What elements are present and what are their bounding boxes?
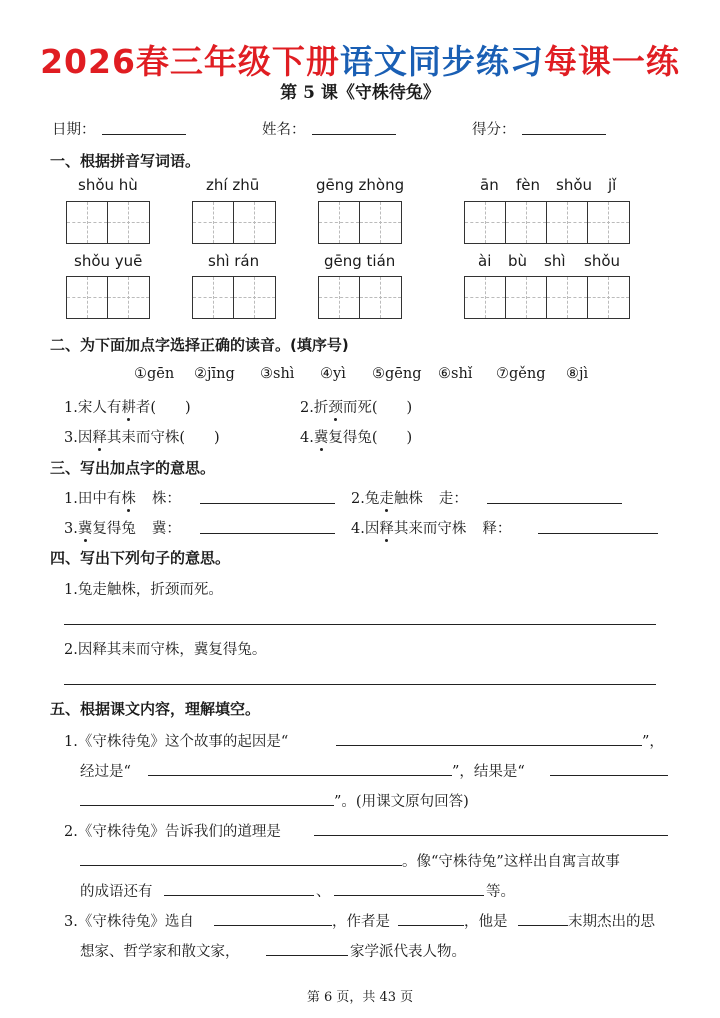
pinyin-label: gēng zhòng xyxy=(316,176,405,194)
answer-blank[interactable] xyxy=(80,805,334,806)
answer-blank[interactable] xyxy=(80,865,402,866)
meaning-question-4: 4.因释其来而守株 释： xyxy=(351,517,511,538)
score-blank[interactable] xyxy=(522,134,606,135)
pinyin-label: ān xyxy=(480,176,499,194)
reading-question-3: 3.因释其耒而守株( ) xyxy=(64,426,220,447)
meaning-question-1: 1.田中有株 株： xyxy=(64,487,181,508)
pinyin-label: shì xyxy=(544,252,566,270)
title-subject: 语文同步练习 xyxy=(339,42,544,81)
answer-blank[interactable] xyxy=(538,533,658,534)
answer-blank[interactable] xyxy=(164,895,314,896)
reading-option: ⑧jì xyxy=(566,366,589,382)
fill-text: 家学派代表人物。 xyxy=(350,944,466,960)
reading-question-1: 1.宋人有耕者( ) xyxy=(64,396,191,417)
answer-blank[interactable] xyxy=(200,503,335,504)
answer-blank[interactable] xyxy=(314,835,668,836)
fill-text: 想家、哲学家和散文家， xyxy=(80,944,240,960)
fill-text: 等。 xyxy=(486,884,515,900)
fill-text: 经过是“ xyxy=(80,764,131,780)
meaning-question-2: 2.兔走触株 走： xyxy=(351,487,468,508)
date-blank[interactable] xyxy=(102,134,186,135)
pinyin-label: zhí zhū xyxy=(206,176,260,194)
writing-grid[interactable] xyxy=(464,201,630,244)
meaning-question-3: 3.冀复得兔 冀： xyxy=(64,517,181,538)
sentence-question-1: 1.兔走触株，折颈而死。 xyxy=(64,582,223,598)
answer-blank[interactable] xyxy=(200,533,335,534)
writing-grid[interactable] xyxy=(192,201,276,244)
pinyin-label: gēng tián xyxy=(324,252,396,270)
answer-line[interactable] xyxy=(64,624,656,625)
title-grade: 三年级下册 xyxy=(169,42,340,81)
writing-grid[interactable] xyxy=(464,276,630,319)
score-label: 得分： xyxy=(472,122,516,138)
writing-grid[interactable] xyxy=(318,201,402,244)
section-5-heading: 五、根据课文内容，理解填空。 xyxy=(50,700,261,718)
pinyin-label: shì rán xyxy=(208,252,260,270)
writing-grid[interactable] xyxy=(192,276,276,319)
pinyin-label: shǒu xyxy=(584,252,621,270)
pinyin-label: jǐ xyxy=(608,176,617,194)
reading-option: ⑦gěng xyxy=(496,366,546,382)
sentence-question-2: 2.因释其耒而守株，冀复得兔。 xyxy=(64,642,267,658)
date-label: 日期： xyxy=(52,122,96,138)
fill-text: 的成语还有 xyxy=(80,884,153,900)
answer-blank[interactable] xyxy=(148,775,452,776)
fill-text: ，他是 xyxy=(464,914,508,930)
answer-blank[interactable] xyxy=(550,775,668,776)
reading-option: ④yì xyxy=(320,366,346,382)
fill-text: 末期杰出的思 xyxy=(568,914,655,930)
section-4-heading: 四、写出下列句子的意思。 xyxy=(50,549,231,567)
title-tail: 每课一练 xyxy=(543,42,680,81)
writing-grid[interactable] xyxy=(66,276,150,319)
fill-text: ，作者是 xyxy=(332,914,390,930)
answer-blank[interactable] xyxy=(398,925,464,926)
page-number: 第 6 页，共 43 页 xyxy=(306,990,414,1005)
answer-blank[interactable] xyxy=(518,925,568,926)
section-1-heading: 一、根据拼音写词语。 xyxy=(50,152,201,170)
section-3-heading: 三、写出加点字的意思。 xyxy=(50,459,216,477)
answer-blank[interactable] xyxy=(266,955,348,956)
pinyin-label: shǒu hù xyxy=(78,176,138,194)
writing-grid[interactable] xyxy=(318,276,402,319)
fill-text: 3.《守株待兔》选自 xyxy=(64,914,194,930)
page-title xyxy=(0,36,720,83)
reading-option: ③shì xyxy=(260,366,295,382)
reading-question-4: 4.冀复得兔( ) xyxy=(300,426,412,447)
answer-line[interactable] xyxy=(64,684,656,685)
pinyin-label: fèn xyxy=(516,176,541,194)
reading-option: ⑤gēng xyxy=(372,366,422,382)
answer-blank[interactable] xyxy=(334,895,484,896)
pinyin-label: shǒu yuē xyxy=(74,252,143,270)
name-blank[interactable] xyxy=(312,134,396,135)
reading-option: ①gēn xyxy=(134,366,175,382)
fill-text: 2.《守株待兔》告诉我们的道理是 xyxy=(64,824,281,840)
writing-grid[interactable] xyxy=(66,201,150,244)
fill-text: 、 xyxy=(316,884,331,900)
fill-text: 1.《守株待兔》这个故事的起因是“ xyxy=(64,734,289,750)
reading-option: ②jīng xyxy=(194,366,235,382)
lesson-title: 第 5 课《守株待兔》 xyxy=(280,83,440,103)
pinyin-label: bù xyxy=(508,252,528,270)
fill-text: ”， xyxy=(642,734,664,750)
answer-blank[interactable] xyxy=(487,503,622,504)
reading-option: ⑥shǐ xyxy=(438,366,473,382)
pinyin-label: ài xyxy=(478,252,492,270)
title-year: 2026春 xyxy=(40,42,170,81)
name-label: 姓名： xyxy=(262,122,306,138)
fill-text: 。像“守株待兔”这样出自寓言故事 xyxy=(402,854,620,870)
fill-text: ”。(用课文原句回答) xyxy=(334,794,469,810)
fill-text: ”，结果是“ xyxy=(452,764,525,780)
section-2-heading: 二、为下面加点字选择正确的读音。(填序号) xyxy=(50,336,349,354)
answer-blank[interactable] xyxy=(214,925,332,926)
reading-question-2: 2.折颈而死( ) xyxy=(300,396,412,417)
pinyin-label: shǒu xyxy=(556,176,593,194)
answer-blank[interactable] xyxy=(336,745,642,746)
